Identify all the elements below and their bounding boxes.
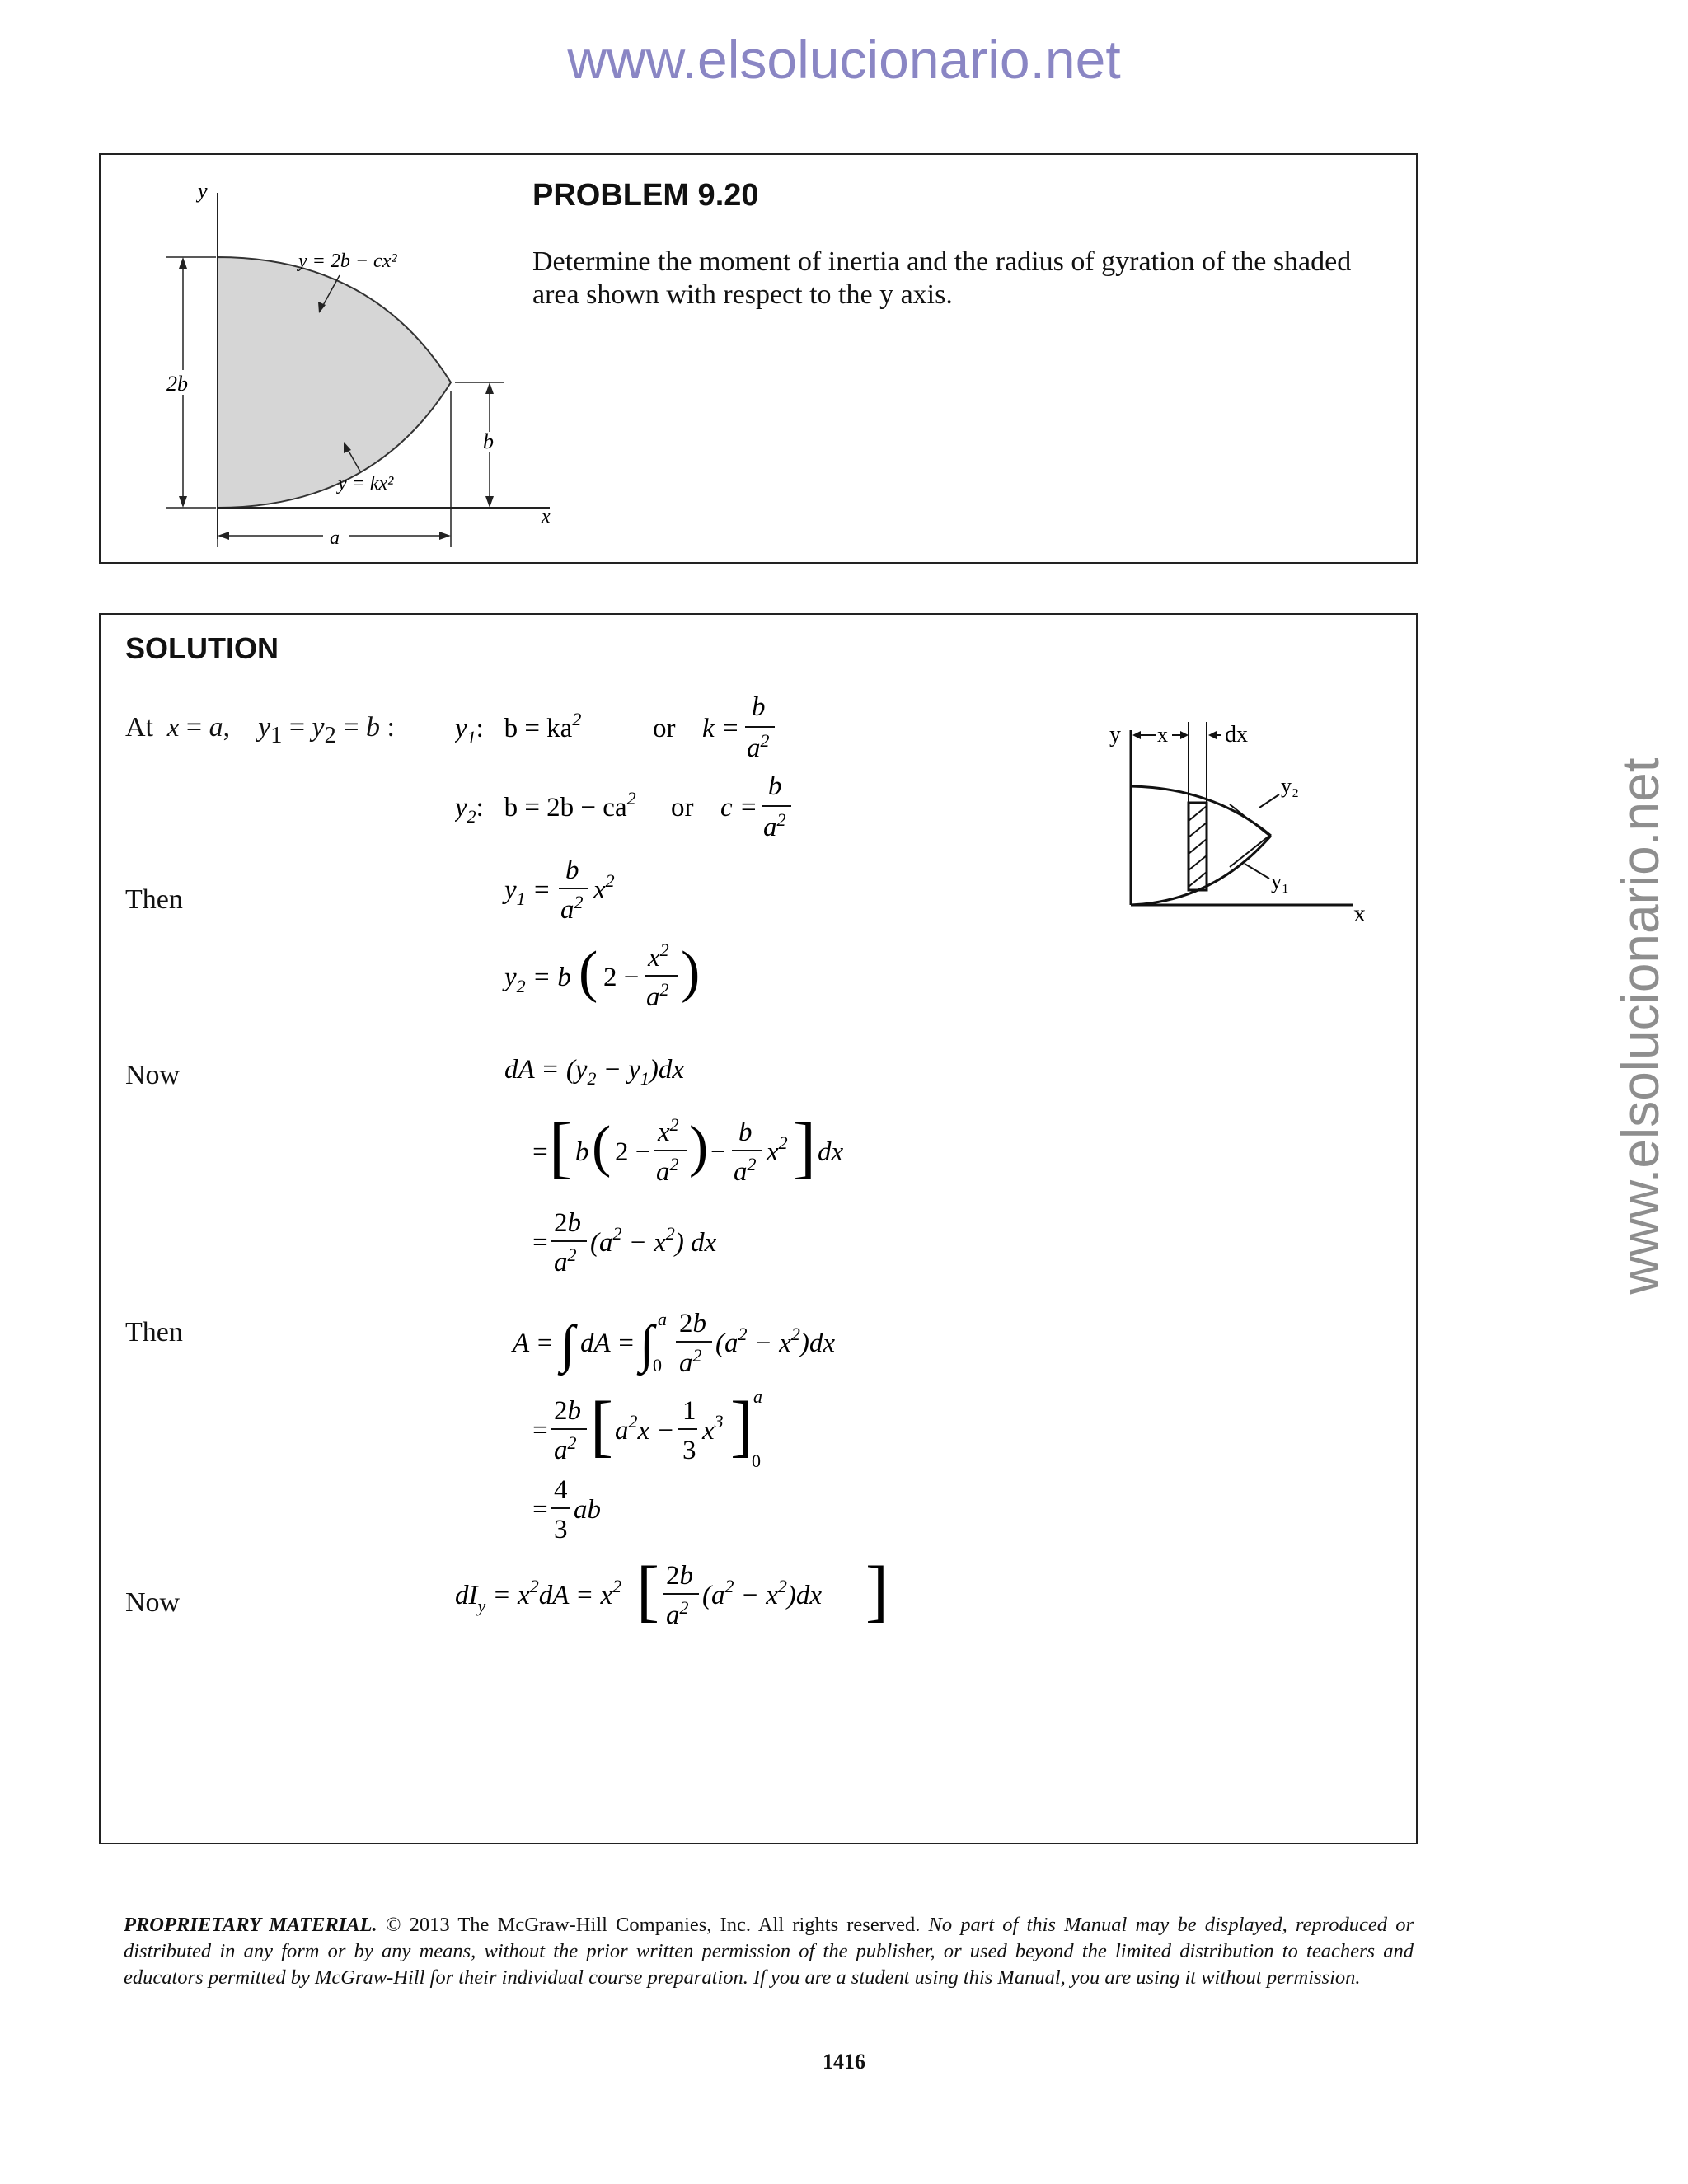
svg-text:2 −: 2 − (615, 1137, 651, 1167)
svg-text:dA =: dA = (580, 1329, 635, 1358)
copyright-notice (124, 1912, 1414, 1991)
shaded-area (218, 257, 451, 508)
sketch-x-dim-label: x (1157, 723, 1168, 747)
svg-text:b: b (768, 771, 782, 801)
copyright-normal: © 2013 The McGraw-Hill Companies, Inc. All rights reserved. (377, 1914, 929, 1936)
svg-text:a2: $a^2$ (560, 892, 584, 925)
svg-text:(a2 − x2) dx: $(a^2 - x^2)$ dx (590, 1223, 717, 1258)
svg-text:[: [ (590, 1388, 613, 1465)
label-then-1: Then (125, 884, 183, 915)
svg-text:3: 3 (682, 1436, 696, 1465)
svg-text:1: 1 (682, 1396, 696, 1426)
svg-text:y1: b = ka2: $y_1$: $b = ka^2$ (455, 709, 582, 748)
label-now-1: Now (125, 1060, 181, 1090)
svg-text:b: b (575, 1137, 589, 1167)
svg-text:(a2 − x2)dx: $(a^2 - x^2)dx$ (715, 1324, 836, 1358)
svg-text:): ) (681, 940, 701, 1004)
copyright-bold: PROPRIETARY MATERIAL. (124, 1914, 377, 1936)
svg-text:[: [ (636, 1553, 659, 1629)
svg-text:a: a (658, 1309, 667, 1329)
svg-text:]: ] (793, 1109, 816, 1186)
svg-text:4: 4 (554, 1475, 568, 1505)
svg-text:(: ( (579, 940, 598, 1004)
svg-text:a2: $a^2$ (646, 979, 669, 1012)
svg-text:2b: 2b (679, 1309, 706, 1338)
svg-text:b: b (752, 692, 766, 722)
svg-text:2b: 2b (554, 1208, 581, 1238)
svg-text:a2: $a^2$ (554, 1244, 577, 1277)
equation-A-evaluated (531, 1386, 762, 1471)
svg-text:b: b (565, 855, 579, 885)
equation-dA-expanded (531, 1109, 844, 1187)
svg-text:A =: A = (513, 1329, 555, 1358)
svg-text:x3: $x^3$ (702, 1411, 724, 1446)
svg-text:=: = (531, 1416, 550, 1446)
equation-y1-k (455, 692, 775, 763)
equation-dA-simplified (531, 1208, 717, 1277)
equation-y2 (502, 940, 700, 1012)
svg-text:or: or (653, 714, 676, 743)
svg-text:(: ( (592, 1115, 612, 1179)
svg-text:a2: $a^2$ (666, 1597, 689, 1630)
figure-y-label: y (198, 179, 208, 203)
label-now-2: Now (125, 1587, 181, 1618)
svg-text:y2 = b: $y_2 = b$ (504, 963, 571, 996)
figure-2b-label: 2b (166, 372, 188, 396)
svg-text:a2: $a^2$ (734, 1154, 757, 1187)
solution-box (99, 613, 1418, 1844)
svg-text:k =: k = (702, 714, 740, 743)
svg-text:dIy = x2dA = x2: $dI_y = x^2dA = x^2$ (455, 1576, 622, 1616)
svg-text:2b: 2b (554, 1396, 581, 1426)
watermark-side: www.elsolucionario.net (1611, 757, 1670, 1295)
sketch-y1-label: y₁ (1271, 869, 1290, 893)
svg-text:[: [ (549, 1109, 572, 1186)
figure-b-label: b (483, 429, 494, 453)
problem-figure (134, 160, 595, 564)
problem-title: PROBLEM 9.20 (532, 178, 759, 213)
sketch-y2-label: y₂ (1281, 774, 1300, 798)
label-then-2: Then (125, 1317, 183, 1347)
svg-text:]: ] (730, 1388, 753, 1465)
svg-text:b: b (738, 1118, 753, 1147)
svg-text:2 −: 2 − (603, 963, 640, 992)
svg-text:2b: 2b (666, 1561, 693, 1591)
svg-text:a2x −: $a^2x$ − (615, 1411, 675, 1446)
svg-text:dA = (y2 − y1)dx: dA = $(y_2 - y_1)dx$ (504, 1055, 685, 1089)
svg-text:=: = (531, 1137, 550, 1167)
problem-statement: Determine the moment of inertia and the radius of gyration of the shaded area shown with respect to the y axis. (532, 246, 1352, 310)
svg-text:3: 3 (554, 1515, 568, 1544)
equation-dIy (455, 1553, 889, 1630)
sketch-dx-label: dx (1225, 722, 1248, 748)
solution-sketch (1106, 714, 1403, 944)
svg-text:a2: $a^2$ (554, 1432, 577, 1465)
equation-dA (504, 1055, 684, 1089)
figure-lower-curve-label: y = kx² (338, 473, 394, 494)
label-at: At x = a, $y_1 = y_2 = b$ : (125, 712, 395, 748)
figure-upper-curve-label: y = 2b − cx² (298, 251, 397, 272)
svg-text:x2: $x^2$ (593, 870, 615, 905)
page-number: 1416 (823, 2050, 865, 2074)
svg-text:0: 0 (653, 1355, 662, 1376)
svg-text:a: a (753, 1386, 762, 1407)
svg-text:∫: ∫ (640, 1315, 654, 1373)
svg-text:a2: $a^2$ (656, 1154, 679, 1187)
equation-A-result (531, 1475, 601, 1544)
svg-text:a2: $a^2$ (679, 1345, 702, 1378)
svg-text:or: or (671, 793, 694, 823)
svg-text:y2: b = 2b − ca2: $y_2$: $b = 2b - ca^2$ (455, 788, 636, 827)
svg-text:a2: $a^2$ (747, 730, 770, 763)
svg-text:): ) (689, 1115, 709, 1179)
sketch-x-axis-label: x (1353, 900, 1366, 927)
svg-text:a2: $a^2$ (763, 809, 786, 842)
svg-text:x2: $x^2$ (658, 1114, 679, 1147)
copyright-italic: No part of this Manual may be displayed, reproduced or distributed in any form or by any means, without the prior written permission of the publisher, or used beyond the limited distribution to teachers and educators permitted by McGraw-Hill for their individual course preparation. If you are a student using this Manual, you are using it without permission. (124, 1914, 1414, 1989)
svg-text:y1 =: $y_1$ = (504, 875, 551, 909)
svg-text:dx: dx (818, 1137, 844, 1167)
svg-text:ab: ab (574, 1495, 601, 1525)
svg-text:−: − (710, 1137, 726, 1167)
problem-box (99, 153, 1418, 564)
equation-y1 (502, 855, 615, 925)
svg-text:c =: c = (720, 793, 758, 823)
solution-title: SOLUTION (125, 631, 279, 665)
figure-a-label: a (330, 527, 340, 549)
figure-x-label: x (542, 506, 551, 527)
svg-text:x2: $x^2$ (767, 1132, 788, 1167)
svg-text:∫: ∫ (560, 1315, 575, 1373)
svg-text:=: = (531, 1495, 550, 1525)
svg-text:=: = (531, 1228, 550, 1258)
svg-text:]: ] (865, 1553, 889, 1629)
sketch-y-label: y (1109, 722, 1121, 748)
equation-y2-c (455, 771, 791, 842)
svg-text:0: 0 (752, 1451, 761, 1471)
equation-A-integral (511, 1309, 835, 1378)
watermark-top: www.elsolucionario.net (567, 29, 1121, 90)
svg-text:(a2 − x2)dx: $(a^2 - x^2)dx$ (702, 1576, 823, 1610)
svg-text:x2: $x^2$ (648, 940, 669, 972)
